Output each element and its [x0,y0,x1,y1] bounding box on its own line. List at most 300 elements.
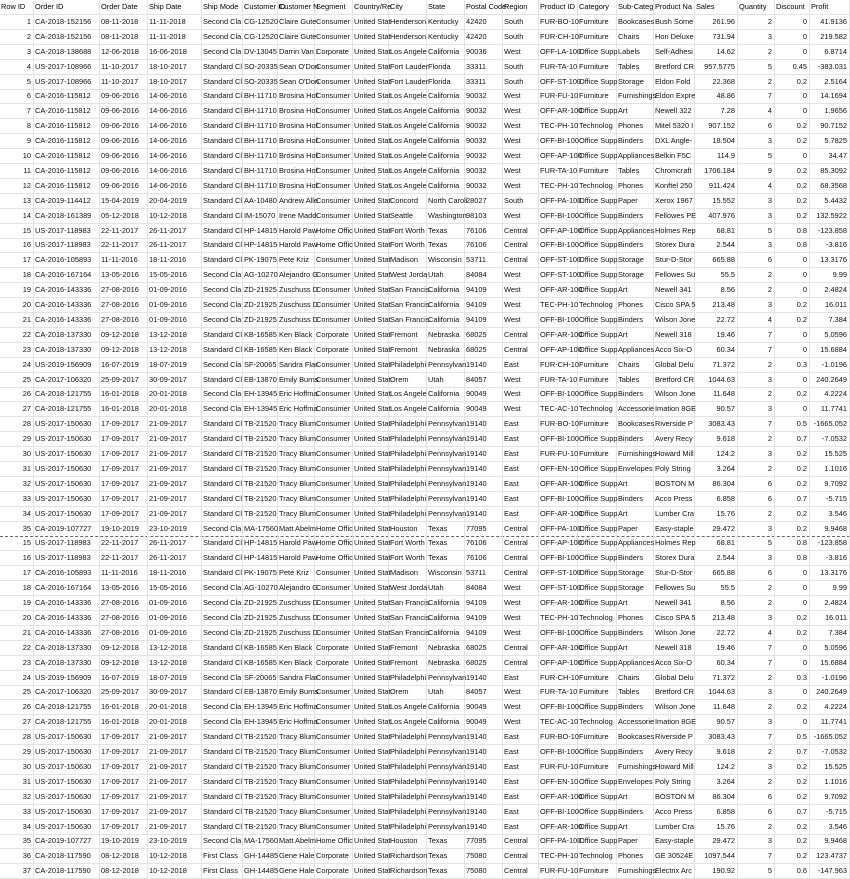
column-header[interactable]: Profit [810,0,850,14]
table-cell[interactable]: US-2017-150630 [34,730,100,744]
table-cell[interactable]: 132.5922 [810,209,850,223]
table-cell[interactable]: 17-09-2017 [100,760,148,774]
table-cell[interactable]: Newell 318 [654,641,695,655]
table-cell[interactable]: 2.4824 [810,596,850,610]
table-cell[interactable]: EH-13945 [243,402,278,416]
table-cell[interactable]: Cisco SPA 5 [654,298,695,312]
table-cell[interactable]: Pennsylvan [427,417,465,431]
table-cell[interactable]: United Stat [353,417,389,431]
table-cell[interactable]: 2 [738,462,775,476]
table-cell[interactable]: Pennsylvan [427,447,465,461]
table-cell[interactable]: TEC-AC-10 [539,402,578,416]
table-cell[interactable]: 11-11-2016 [100,253,148,267]
table-cell[interactable]: 26 [0,387,34,401]
table-cell[interactable]: TEC-PH-10 [539,298,578,312]
table-cell[interactable]: Philadelphi [389,775,427,789]
table-cell[interactable]: Bookcases [617,417,654,431]
table-cell[interactable]: CA-2016-143336 [34,283,100,297]
table-cell[interactable]: Central [503,238,539,252]
table-cell[interactable]: CA-2017-106320 [34,685,100,699]
table-cell[interactable]: 0.8 [775,238,810,252]
table-cell[interactable]: US-2017-150630 [34,805,100,819]
table-cell[interactable]: US-2019-156909 [34,358,100,372]
table-cell[interactable]: 19 [0,283,34,297]
table-cell[interactable]: Furniture [578,671,617,685]
table-cell[interactable]: FUR-TA-10 [539,164,578,178]
table-cell[interactable]: Harold Paw [278,551,315,565]
table-cell[interactable]: Brosina Hof [278,149,315,163]
table-cell[interactable]: United Stat [353,477,389,491]
table-cell[interactable]: 0 [775,149,810,163]
table-cell[interactable]: Philadelphi [389,745,427,759]
table-cell[interactable]: United Stat [353,775,389,789]
table-cell[interactable]: California [427,283,465,297]
table-cell[interactable]: Standard Cl [202,805,243,819]
table-cell[interactable]: 15-05-2016 [148,268,202,282]
table-cell[interactable]: Second Cla [202,522,243,536]
table-cell[interactable]: 29.472 [695,834,738,848]
table-cell[interactable]: 0.2 [775,522,810,536]
table-cell[interactable]: Harold Paw [278,238,315,252]
table-cell[interactable]: United Stat [353,834,389,848]
table-cell[interactable]: Office Supp [578,700,617,714]
table-cell[interactable]: OFF-BI-100 [539,745,578,759]
table-cell[interactable]: US-2017-118983 [34,224,100,238]
table-cell[interactable]: Nebraska [427,343,465,357]
table-cell[interactable]: 29.472 [695,522,738,536]
table-cell[interactable]: 21-09-2017 [148,760,202,774]
table-cell[interactable]: 84084 [465,268,503,282]
table-cell[interactable]: 28 [0,417,34,431]
table-cell[interactable]: OFF-AR-100 [539,104,578,118]
table-cell[interactable]: 124.2 [695,447,738,461]
table-cell[interactable]: HP-14815 [243,224,278,238]
table-cell[interactable]: United Stat [353,790,389,804]
table-cell[interactable]: FUR-FU-10 [539,447,578,461]
table-cell[interactable]: OFF-AP-100 [539,536,578,550]
table-cell[interactable]: CA-2018-137330 [34,343,100,357]
table-cell[interactable]: Office Supp [578,477,617,491]
table-cell[interactable]: Standard Cl [202,447,243,461]
table-cell[interactable]: 19 [0,596,34,610]
table-cell[interactable]: 2 [738,75,775,89]
table-cell[interactable]: OFF-ST-100 [539,566,578,580]
table-cell[interactable]: 0.2 [775,313,810,327]
table-cell[interactable]: 13-05-2016 [100,581,148,595]
table-cell[interactable]: 3 [738,551,775,565]
table-cell[interactable]: OFF-BI-100 [539,492,578,506]
table-cell[interactable]: 0.2 [775,775,810,789]
table-cell[interactable]: Holmes Rep [654,224,695,238]
table-cell[interactable]: Standard Cl [202,343,243,357]
table-cell[interactable]: Office Supp [578,283,617,297]
table-cell[interactable]: 0 [775,373,810,387]
table-cell[interactable]: Art [617,104,654,118]
table-cell[interactable]: 6 [738,790,775,804]
table-cell[interactable]: East [503,417,539,431]
table-cell[interactable]: West [503,149,539,163]
table-cell[interactable]: 13-05-2016 [100,268,148,282]
table-cell[interactable]: AA-10480 [243,194,278,208]
table-cell[interactable]: Consumer [315,15,353,29]
table-cell[interactable]: Wilson Jone [654,700,695,714]
table-cell[interactable]: Standard Cl [202,149,243,163]
table-cell[interactable]: 21-09-2017 [148,417,202,431]
table-cell[interactable]: 3.264 [695,775,738,789]
table-cell[interactable]: 0.2 [775,447,810,461]
table-cell[interactable]: Office Supp [578,268,617,282]
table-cell[interactable]: Office Supp [578,536,617,550]
table-cell[interactable]: US-2017-150630 [34,507,100,521]
table-cell[interactable]: Ken Black [278,328,315,342]
table-cell[interactable]: United Stat [353,820,389,834]
table-cell[interactable]: Standard Cl [202,641,243,655]
table-cell[interactable]: 665.88 [695,566,738,580]
table-cell[interactable]: 0.6 [775,864,810,878]
table-cell[interactable]: ZD-21925 [243,596,278,610]
table-cell[interactable]: 5.0596 [810,641,850,655]
table-cell[interactable]: 75080 [465,864,503,878]
table-cell[interactable]: 3 [738,760,775,774]
table-cell[interactable]: 957.5775 [695,60,738,74]
table-cell[interactable]: Matt Abelm [278,522,315,536]
table-cell[interactable]: Furniture [578,685,617,699]
table-cell[interactable]: 85.3092 [810,164,850,178]
table-cell[interactable]: 12-06-2018 [100,45,148,59]
table-cell[interactable]: 2 [738,581,775,595]
table-cell[interactable]: United Stat [353,402,389,416]
table-cell[interactable]: Furniture [578,417,617,431]
table-cell[interactable]: Zuschuss D [278,596,315,610]
table-cell[interactable]: Eric Hoffma [278,402,315,416]
table-cell[interactable]: Consumer [315,209,353,223]
table-cell[interactable]: Riverside P [654,417,695,431]
table-cell[interactable]: 90032 [465,179,503,193]
table-cell[interactable]: 911.424 [695,179,738,193]
table-cell[interactable]: 6 [738,805,775,819]
table-cell[interactable]: US-2017-150630 [34,447,100,461]
table-cell[interactable]: 27 [0,715,34,729]
table-cell[interactable]: 26-11-2017 [148,551,202,565]
table-cell[interactable]: FUR-FU-10 [539,864,578,878]
table-cell[interactable]: Tracy Blum [278,462,315,476]
table-cell[interactable]: -1665.052 [810,730,850,744]
table-cell[interactable]: 42420 [465,15,503,29]
table-cell[interactable]: Sandra Flar [278,358,315,372]
table-cell[interactable]: OFF-PA-100 [539,194,578,208]
table-cell[interactable]: 68025 [465,641,503,655]
table-cell[interactable]: California [427,715,465,729]
table-cell[interactable]: CA-2016-167164 [34,581,100,595]
table-cell[interactable]: OFF-BI-100 [539,238,578,252]
table-cell[interactable]: Sean O'Don [278,75,315,89]
table-cell[interactable]: BH-11710 [243,164,278,178]
table-cell[interactable]: 27-08-2016 [100,626,148,640]
table-cell[interactable]: 17-09-2017 [100,447,148,461]
table-cell[interactable]: CA-2019-107727 [34,522,100,536]
table-cell[interactable]: 17-09-2017 [100,462,148,476]
table-cell[interactable]: Tracy Blum [278,507,315,521]
table-cell[interactable]: Newell 341 [654,283,695,297]
table-cell[interactable]: 17-09-2017 [100,805,148,819]
table-cell[interactable]: 1 [0,15,34,29]
table-cell[interactable]: Standard Cl [202,507,243,521]
table-cell[interactable]: Home Offic [315,224,353,238]
table-cell[interactable]: 13-12-2018 [148,656,202,670]
table-cell[interactable]: Consumer [315,89,353,103]
table-cell[interactable]: CA-2016-115812 [34,119,100,133]
table-cell[interactable]: Corporate [315,656,353,670]
table-cell[interactable]: 75080 [465,849,503,863]
table-cell[interactable]: 36 [0,849,34,863]
table-cell[interactable]: 213.48 [695,611,738,625]
table-cell[interactable]: 22-11-2017 [100,536,148,550]
table-cell[interactable]: Tracy Blum [278,492,315,506]
table-cell[interactable]: BH-11710 [243,134,278,148]
table-cell[interactable]: West [503,268,539,282]
table-cell[interactable]: 22 [0,328,34,342]
table-cell[interactable]: OFF-AR-100 [539,596,578,610]
table-cell[interactable]: Office Supp [578,104,617,118]
table-cell[interactable]: 94109 [465,626,503,640]
table-cell[interactable]: Art [617,820,654,834]
table-cell[interactable]: Ken Black [278,343,315,357]
table-cell[interactable]: OFF-AR-100 [539,477,578,491]
table-cell[interactable]: Technolog [578,402,617,416]
table-cell[interactable]: Tables [617,685,654,699]
table-cell[interactable]: 0.7 [775,805,810,819]
table-cell[interactable]: Pennsylvan [427,730,465,744]
column-header[interactable]: Product ID [539,0,578,14]
table-cell[interactable]: 15-05-2016 [148,581,202,595]
table-cell[interactable]: Wilson Jone [654,626,695,640]
table-cell[interactable]: Los Angele [389,402,427,416]
table-cell[interactable]: Standard Cl [202,477,243,491]
table-cell[interactable]: IM-15070 [243,209,278,223]
table-cell[interactable]: 90.7152 [810,119,850,133]
table-cell[interactable]: Art [617,283,654,297]
table-cell[interactable]: Second Cla [202,45,243,59]
table-cell[interactable]: 32 [0,477,34,491]
table-cell[interactable]: Corporate [315,343,353,357]
table-cell[interactable]: BH-11710 [243,179,278,193]
table-cell[interactable]: Eric Hoffma [278,715,315,729]
table-cell[interactable]: Storex Dura [654,551,695,565]
table-cell[interactable]: Consumer [315,149,353,163]
table-cell[interactable]: Kentucky [427,15,465,29]
table-cell[interactable]: 16-01-2018 [100,402,148,416]
table-cell[interactable]: 0.2 [775,849,810,863]
table-cell[interactable]: Standard Cl [202,373,243,387]
table-cell[interactable]: 0.8 [775,551,810,565]
table-cell[interactable]: Florida [427,60,465,74]
table-cell[interactable]: 68025 [465,656,503,670]
table-cell[interactable]: 33 [0,492,34,506]
table-cell[interactable]: Poly String [654,775,695,789]
table-cell[interactable]: 21-09-2017 [148,790,202,804]
table-cell[interactable]: 16-01-2018 [100,387,148,401]
table-cell[interactable]: ZD-21925 [243,313,278,327]
table-cell[interactable]: Los Angele [389,164,427,178]
table-cell[interactable]: 14-06-2016 [148,164,202,178]
table-cell[interactable]: Wilson Jone [654,387,695,401]
table-cell[interactable]: 76106 [465,238,503,252]
table-cell[interactable]: Second Cla [202,268,243,282]
table-cell[interactable]: 14-06-2016 [148,149,202,163]
table-cell[interactable]: 90032 [465,119,503,133]
table-cell[interactable]: Furniture [578,864,617,878]
table-cell[interactable]: CA-2018-121755 [34,387,100,401]
table-cell[interactable]: 0 [775,30,810,44]
table-cell[interactable]: 42420 [465,30,503,44]
table-cell[interactable]: California [427,104,465,118]
table-cell[interactable]: 55.5 [695,268,738,282]
table-cell[interactable]: United Stat [353,566,389,580]
table-cell[interactable]: United Stat [353,60,389,74]
table-cell[interactable]: 14-06-2016 [148,104,202,118]
table-cell[interactable]: Central [503,864,539,878]
table-cell[interactable]: 2 [738,15,775,29]
table-cell[interactable]: Appliances [617,149,654,163]
table-cell[interactable]: Office Supp [578,626,617,640]
table-cell[interactable]: Texas [427,834,465,848]
table-cell[interactable]: 219.582 [810,30,850,44]
table-cell[interactable]: Central [503,522,539,536]
table-cell[interactable]: Fort Lauder [389,60,427,74]
table-cell[interactable]: 30-09-2017 [148,685,202,699]
table-cell[interactable]: Second Cla [202,313,243,327]
table-cell[interactable]: 7 [738,849,775,863]
table-cell[interactable]: United Stat [353,745,389,759]
table-cell[interactable]: Standard Cl [202,745,243,759]
table-cell[interactable]: 18-07-2019 [148,358,202,372]
table-cell[interactable]: Office Supp [578,805,617,819]
table-cell[interactable]: Los Angele [389,700,427,714]
table-cell[interactable]: CA-2018-138688 [34,45,100,59]
table-cell[interactable]: 30 [0,760,34,774]
table-cell[interactable]: 15.6884 [810,343,850,357]
table-cell[interactable]: OFF-EN-10 [539,775,578,789]
table-cell[interactable]: CA-2016-115812 [34,89,100,103]
table-cell[interactable]: 29 [0,745,34,759]
table-cell[interactable]: South [503,75,539,89]
table-cell[interactable]: 22-11-2017 [100,551,148,565]
table-cell[interactable]: United Stat [353,89,389,103]
table-cell[interactable]: 23-10-2019 [148,522,202,536]
table-cell[interactable]: West Jorda [389,581,427,595]
table-cell[interactable]: Art [617,790,654,804]
table-cell[interactable]: 18.504 [695,134,738,148]
table-cell[interactable]: Chairs [617,358,654,372]
table-cell[interactable]: United Stat [353,134,389,148]
table-cell[interactable]: Second Cla [202,581,243,595]
table-cell[interactable]: 21 [0,626,34,640]
table-cell[interactable]: 21-09-2017 [148,507,202,521]
table-cell[interactable]: 16.011 [810,611,850,625]
table-cell[interactable]: Tracy Blum [278,775,315,789]
table-cell[interactable]: OFF-BI-100 [539,551,578,565]
table-cell[interactable]: MA-17560 [243,834,278,848]
table-cell[interactable]: First Class [202,849,243,863]
table-cell[interactable]: 0.2 [775,387,810,401]
table-cell[interactable]: 94109 [465,298,503,312]
table-cell[interactable]: West [503,715,539,729]
table-cell[interactable]: 3 [738,30,775,44]
table-cell[interactable]: Imation 8GE [654,715,695,729]
table-cell[interactable]: Los Angele [389,179,427,193]
table-cell[interactable]: Houston [389,834,427,848]
table-cell[interactable]: CA-2016-115812 [34,104,100,118]
table-cell[interactable]: United Stat [353,15,389,29]
table-cell[interactable]: Philadelphi [389,805,427,819]
table-cell[interactable]: 90032 [465,149,503,163]
table-cell[interactable]: United Stat [353,164,389,178]
table-cell[interactable]: 3 [738,194,775,208]
table-cell[interactable]: 2 [738,700,775,714]
table-cell[interactable]: 0.2 [775,790,810,804]
table-cell[interactable]: Consumer [315,820,353,834]
table-cell[interactable]: AG-10270 [243,268,278,282]
table-cell[interactable]: HP-14815 [243,536,278,550]
table-cell[interactable]: 0.7 [775,492,810,506]
table-cell[interactable]: 11.7741 [810,402,850,416]
table-cell[interactable]: Paper [617,834,654,848]
table-cell[interactable]: 94109 [465,313,503,327]
table-cell[interactable]: 17-09-2017 [100,492,148,506]
table-cell[interactable]: Standard Cl [202,194,243,208]
table-cell[interactable]: Easy-staple [654,522,695,536]
table-cell[interactable]: 0.3 [775,358,810,372]
table-cell[interactable]: 09-12-2018 [100,328,148,342]
table-cell[interactable]: 3 [738,298,775,312]
table-cell[interactable]: United Stat [353,611,389,625]
table-cell[interactable]: Standard Cl [202,417,243,431]
table-cell[interactable]: United Stat [353,104,389,118]
table-cell[interactable]: West [503,626,539,640]
table-cell[interactable]: Envelopes [617,462,654,476]
table-cell[interactable]: Fellowes PE [654,209,695,223]
table-cell[interactable]: CA-2018-152156 [34,15,100,29]
table-cell[interactable]: Standard Cl [202,164,243,178]
table-cell[interactable]: Phones [617,611,654,625]
table-cell[interactable]: Appliances [617,224,654,238]
table-cell[interactable]: Office Supp [578,566,617,580]
table-cell[interactable]: Philadelphi [389,492,427,506]
table-cell[interactable]: 94109 [465,611,503,625]
table-cell[interactable]: 3 [738,834,775,848]
table-cell[interactable]: Office Supp [578,834,617,848]
table-cell[interactable]: United Stat [353,373,389,387]
table-cell[interactable]: 6 [738,253,775,267]
table-cell[interactable]: -123.858 [810,536,850,550]
table-cell[interactable]: -5.715 [810,492,850,506]
table-cell[interactable]: United Stat [353,30,389,44]
table-cell[interactable]: OFF-PA-100 [539,834,578,848]
table-cell[interactable]: Appliances [617,343,654,357]
table-cell[interactable]: 13.3176 [810,253,850,267]
table-cell[interactable]: East [503,760,539,774]
table-cell[interactable]: California [427,402,465,416]
table-cell[interactable]: East [503,820,539,834]
table-cell[interactable]: Consumer [315,477,353,491]
table-cell[interactable]: 2 [738,358,775,372]
table-cell[interactable]: West [503,373,539,387]
table-cell[interactable]: Consumer [315,358,353,372]
table-cell[interactable]: Philadelphi [389,730,427,744]
table-cell[interactable]: 35 [0,522,34,536]
table-cell[interactable]: West [503,119,539,133]
table-cell[interactable]: TB-21520 [243,477,278,491]
